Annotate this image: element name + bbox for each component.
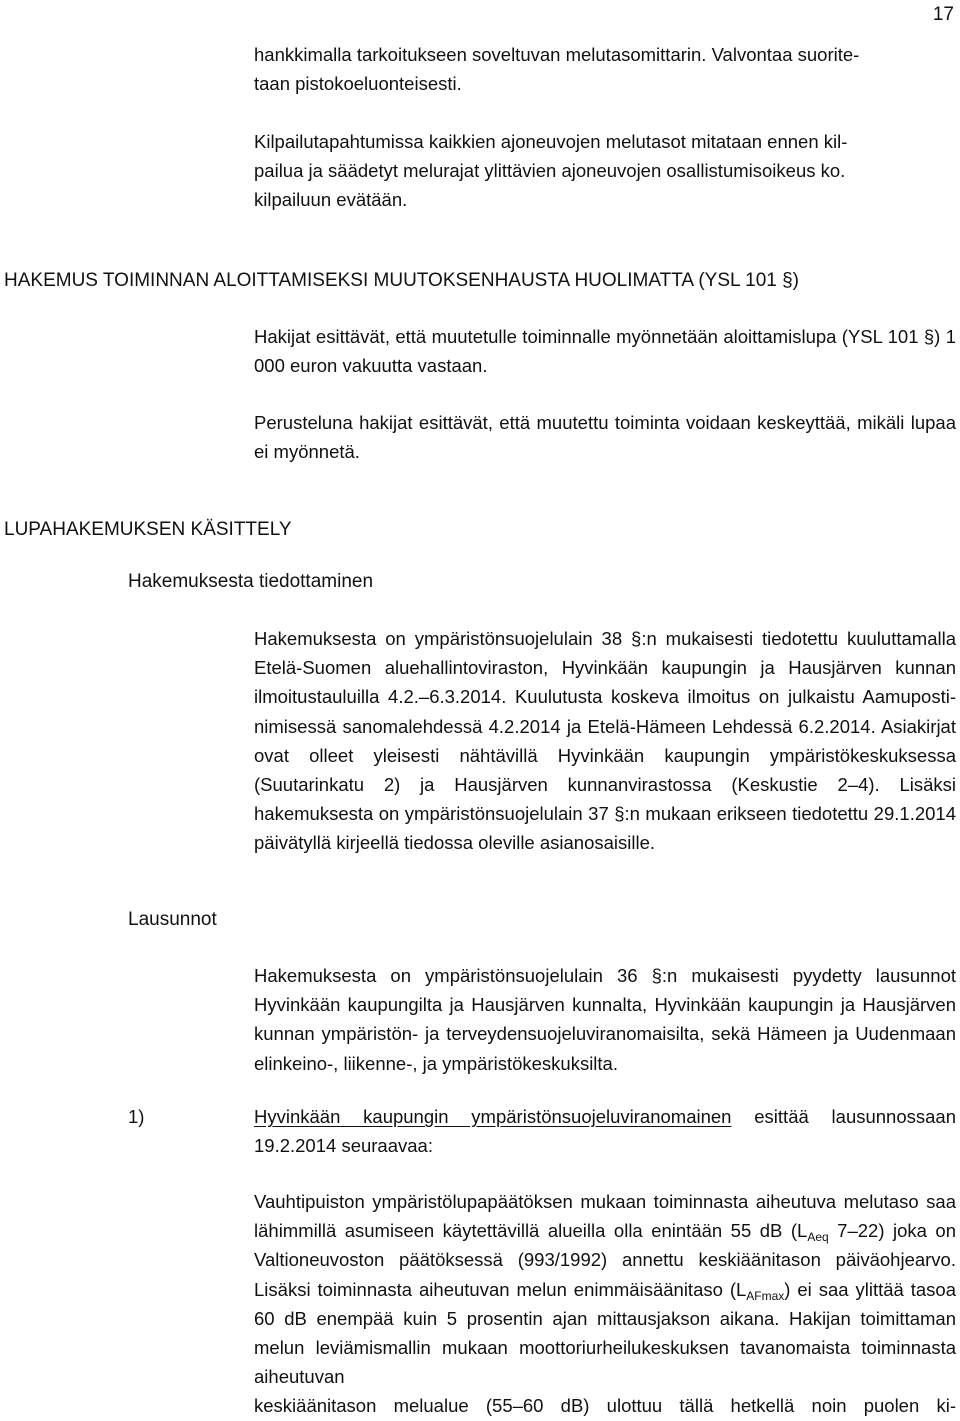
list-number: 1) [128, 1106, 145, 1127]
notification-paragraph: Hakemuksesta on ympäristönsuojelulain 38 §:n mukaisesti tiedotettu kuuluttamalla Etelä-Suomen aluehallintoviraston, Hyvinkään kaupungin ja Hausjärven kunnan ilmoitustauluilla 4.2.–6.3.2014. Kuulutusta koskeva ilmoitus on julkaistu Aamuposti-nimisessä sanomalehdessä 4.2.2014 ja Etelä-Hämeen Lehdessä 6.2.2014. Asiakirjat ovat olleet yleisesti nähtävillä Hyvinkään kaupungin ympäristökeskuksessa (Suutarinkatu 2) ja Hausjärven kunnanvirastossa (Keskustie 2–4). Lisäksi hakemuksesta on ympäristönsuojelulain 37 §:n mukaan erikseen tiedotettu 29.1.2014 päivätyllä kirjeellä tiedossa oleville asianosaisille. [254, 628, 956, 854]
start-permit-paragraph-2: Perusteluna hakijat esittävät, että muutettu toiminta voidaan keskeyttää, mikäli lupaa ei myönnetä. [254, 412, 956, 463]
authority-name: Hyvinkään kaupungin ympäristönsuojeluviranomainen [254, 1106, 732, 1127]
intro-paragraph-2: Kilpailutapahtumissa kaikkien ajoneuvojen melutasot mitataan ennen kil- pailua ja säädetyt melurajat ylittävien ajoneuvojen osallistumisoikeus ko. kilpailuun evätään. [254, 131, 848, 211]
section-heading-start-permit: HAKEMUS TOIMINNAN ALOITTAMISEKSI MUUTOKSENHAUSTA HUOLIMATTA (YSL 101 §) [4, 270, 800, 291]
subheading-statements: Lausunnot [128, 909, 217, 930]
subheading-notification: Hakemuksesta tiedottaminen [128, 571, 374, 592]
start-permit-paragraph-1: Hakijat esittävät, että muutetulle toiminnalle myönnetään aloittamislupa (YSL 101 §) 1 000 euron vakuutta vastaan. [254, 326, 956, 377]
statement-quote-paragraph: Vauhtipuiston ympäristölupapäätöksen mukaan toiminnasta aiheutuva melutaso saa lähimmillä asumiseen käytettävillä alueilla olla enintään 55 dB ($L_{Aeq}$ 7–22) joka on Valtioneuvoston päätöksessä (993/1992) annettu keskiäänitason päiväohjearvo. Lisäksi toiminnasta aiheutuvan melun enimmäisäänitaso $(L_{AFmax})$ ei saa ylittää tasoa 60 dB enempää kuin 5 prosentin ajan mittausjakson aikana. Hakijan toimittaman melun leviämismallin mukaan moottoriurheilukeskuksen tavanomaista toiminnasta aiheutuvan keskiäänitason melualue (55–60 dB) ulottuu tällä hetkellä noin puolen ki- [254, 1191, 957, 1417]
page-number: 17 [932, 4, 954, 25]
section-heading-processing: LUPAHAKEMUKSEN KÄSITTELY [4, 519, 292, 540]
intro-paragraph-1: hankkimalla tarkoitukseen soveltuvan melutasomittarin. Valvontaa suorite- taan pistokoeluonteisesti. [254, 44, 860, 95]
statement-intro-paragraph: Hyvinkään kaupungin ympäristönsuojeluviranomainen esittää lausunnossaan 19.2.2014 seuraavaa: [254, 1106, 957, 1157]
statements-paragraph: Hakemuksesta on ympäristönsuojelulain 36 §:n mukaisesti pyydetty lausunnot Hyvinkään kaupungilta ja Hausjärven kunnalta, Hyvinkään kaupungin ja Hausjärven kunnan ympäristön- ja terveydensuojeluviranomaisilta, sekä Hämeen ja Uudenmaan elinkeino-, liikenne-, ja ympäristökeskuksilta. [254, 965, 956, 1074]
